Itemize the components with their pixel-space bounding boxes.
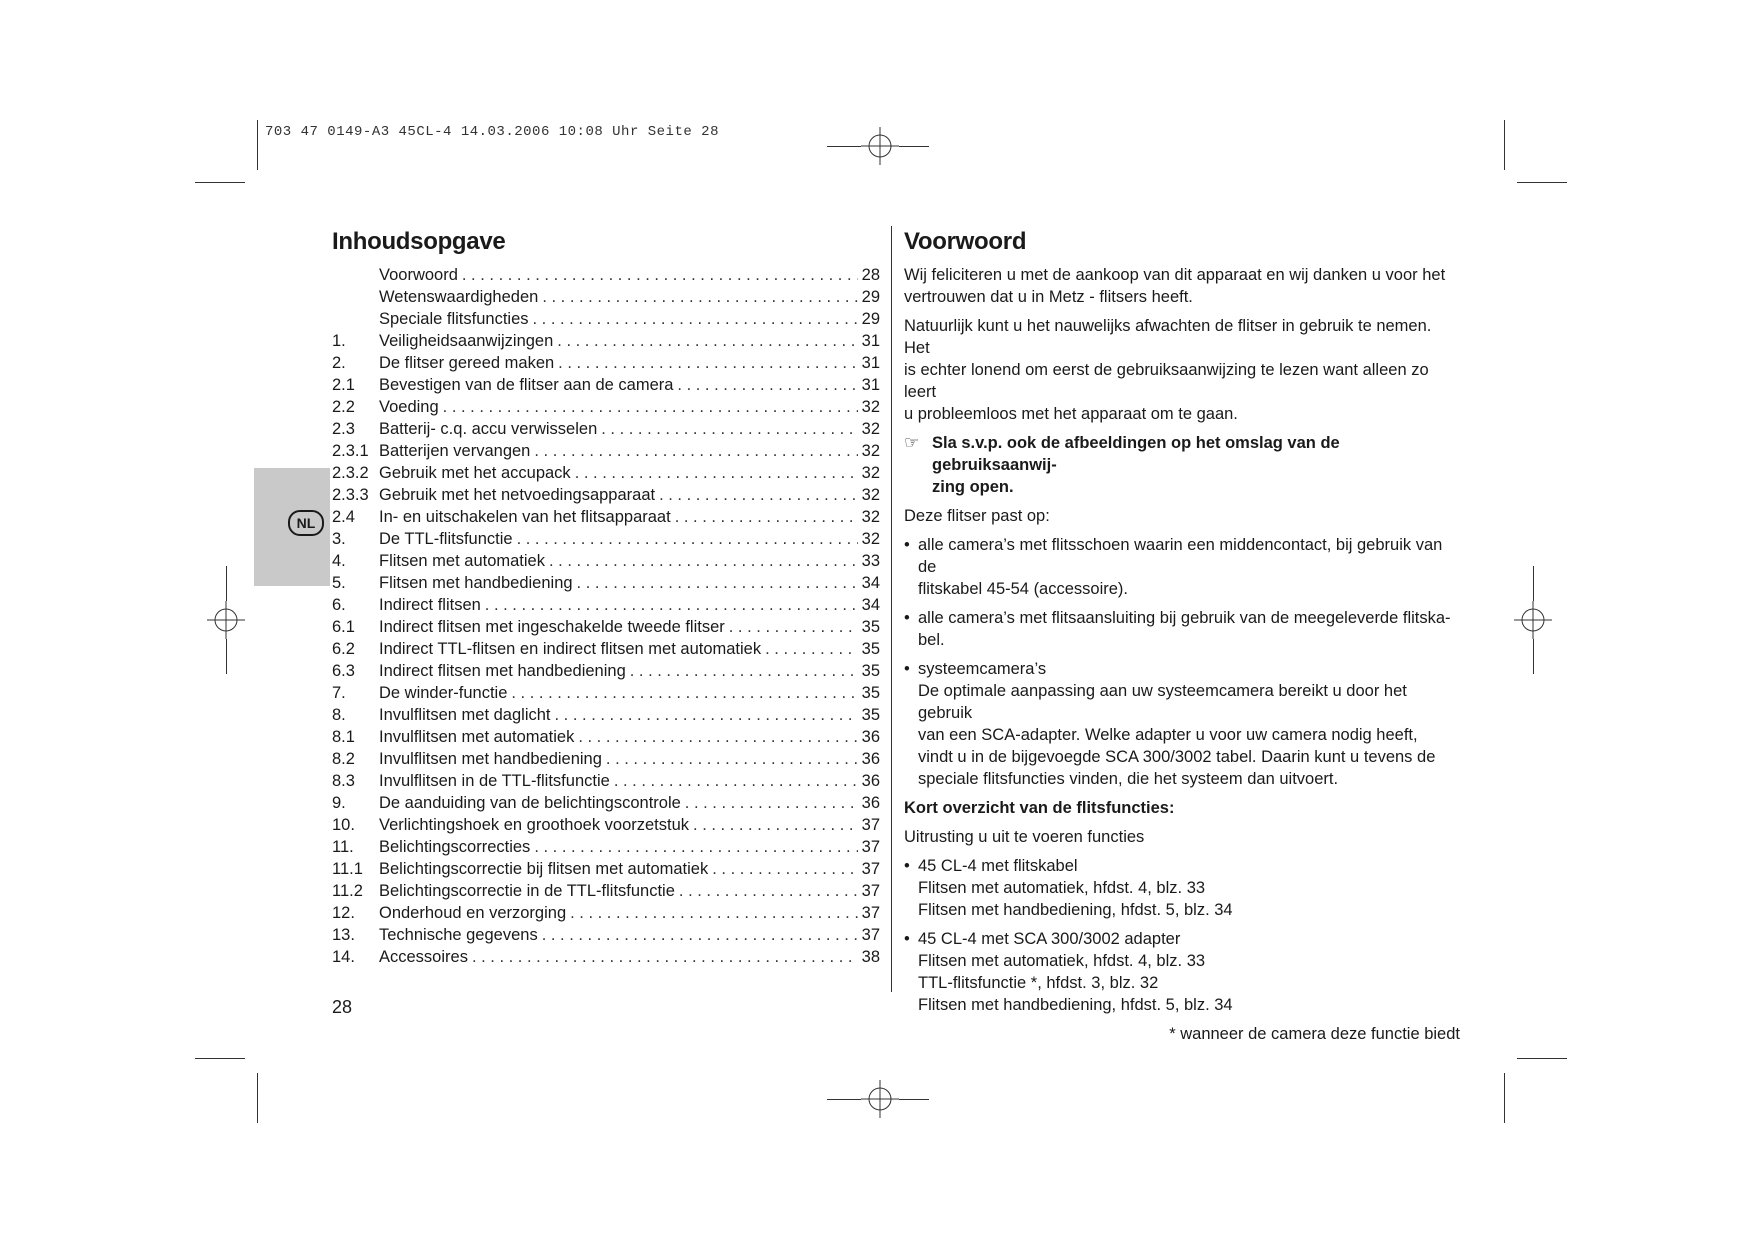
toc-entry-page: 37: [861, 882, 880, 900]
toc-leader-dots: [557, 330, 857, 352]
crop-mark: [1517, 182, 1567, 183]
bullet-line: Flitsen met automatiek, hfdst. 4, blz. 33: [918, 879, 1206, 897]
toc-entry-label: Voorwoord: [379, 266, 458, 284]
toc-entry-page: 29: [861, 288, 880, 306]
toc-entry-number: 12.: [332, 904, 355, 922]
toc-entry-label: De flitser gereed maken: [379, 354, 555, 372]
toc-leader-dots: [472, 946, 858, 968]
toc-entry-page: 32: [861, 486, 880, 504]
crop-mark: [195, 182, 245, 183]
toc-entry-number: 2.4: [332, 508, 355, 526]
bullet-line: flitskabel 45-54 (accessoire).: [918, 580, 1129, 598]
bullet-line: 45 CL-4 met flitskabel: [918, 857, 1078, 875]
toc-leader-dots: [606, 748, 858, 770]
toc-entry-number: 2.1: [332, 376, 355, 394]
toc-entry-page: 31: [861, 332, 880, 350]
registration-mark-top-icon: [861, 127, 899, 165]
crop-mark: [1504, 120, 1505, 170]
toc-entry: [332, 528, 880, 550]
crop-mark: [1504, 1073, 1505, 1123]
toc-entry-label: Batterij- c.q. accu verwisselen: [379, 420, 598, 438]
toc-entry-number: 1.: [332, 332, 346, 350]
crop-mark: [226, 566, 227, 601]
toc-entry-number: 8.1: [332, 728, 355, 746]
toc-entry-label: Speciale flitsfuncties: [379, 310, 529, 328]
toc-entry-number: 6.1: [332, 618, 355, 636]
toc-entry-label: De aanduiding van de belichtingscontrole: [379, 794, 681, 812]
toc-entry-page: 32: [861, 464, 880, 482]
toc-entry-label: De TTL-flitsfunctie: [379, 530, 513, 548]
toc-entry-label: Voeding: [379, 398, 439, 416]
foreword-paragraph-1: [904, 264, 1460, 308]
toc-entry-page: 37: [861, 860, 880, 878]
text-line: u probleemloos met het apparaat om te gaan.: [904, 405, 1238, 423]
bullet-item: [904, 607, 1460, 651]
bullet-line: 45 CL-4 met SCA 300/3002 adapter: [918, 930, 1181, 948]
text-line: is echter lonend om eerst de gebruiksaanwijzing te lezen want alleen zo leert: [904, 361, 1429, 401]
bullet-line: speciale flitsfuncties vinden, die het systeem dan uitvoert.: [918, 770, 1339, 788]
toc-entry: [332, 418, 880, 440]
toc-entry: [332, 264, 880, 286]
overview-title: Kort overzicht van de flitsfuncties:: [904, 799, 1175, 817]
toc-leader-dots: [542, 924, 858, 946]
toc-entry-page: 37: [861, 838, 880, 856]
toc-entry-label: Flitsen met automatiek: [379, 552, 545, 570]
toc-entry-page: 35: [861, 640, 880, 658]
bullet-item: [904, 855, 1460, 921]
toc-entry-number: 8.3: [332, 772, 355, 790]
crop-mark: [257, 120, 258, 170]
toc-entry: [332, 792, 880, 814]
toc-entry-label: De winder-functie: [379, 684, 508, 702]
toc-entry-page: 32: [861, 530, 880, 548]
toc-entry: [332, 748, 880, 770]
toc-leader-dots: [675, 506, 858, 528]
toc-leader-dots: [712, 858, 857, 880]
toc-entry-page: 32: [861, 508, 880, 526]
note-line: zing open.: [932, 478, 1014, 496]
toc-entry-page: 37: [861, 904, 880, 922]
toc-entry-page: 28: [861, 266, 880, 284]
toc-entry-number: 2.3.2: [332, 464, 369, 482]
toc-entry-label: Invulflitsen met daglicht: [379, 706, 551, 724]
toc-entry-number: 11.2: [332, 882, 363, 900]
toc-entry-page: 36: [861, 794, 880, 812]
toc-leader-dots: [630, 660, 858, 682]
note-line: Sla s.v.p. ook de afbeeldingen op het omslag van de gebruiksaanwij-: [932, 434, 1340, 474]
footnote: * wanneer de camera deze functie biedt: [1169, 1025, 1460, 1043]
toc-entry-page: 34: [861, 574, 880, 592]
toc-entry-page: 32: [861, 398, 880, 416]
toc-entry-page: 31: [861, 354, 880, 372]
toc-entry-number: 14.: [332, 948, 355, 966]
toc-entry: [332, 946, 880, 968]
toc-entry-label: Batterijen vervangen: [379, 442, 531, 460]
toc-entry: [332, 616, 880, 638]
toc-entry-number: 2.: [332, 354, 346, 372]
toc-entry-page: 33: [861, 552, 880, 570]
toc-entry-number: 4.: [332, 552, 346, 570]
toc-entry-label: Gebruik met het accupack: [379, 464, 571, 482]
toc-entry-number: 9.: [332, 794, 346, 812]
toc-entry-number: 7.: [332, 684, 346, 702]
toc-leader-dots: [558, 352, 857, 374]
text-line: Wij feliciteren u met de aankoop van dit apparaat en wij danken u voor het: [904, 266, 1446, 284]
toc-entry: [332, 374, 880, 396]
toc-entry-page: 35: [861, 684, 880, 702]
bullet-line: alle camera’s met flitsaansluiting bij gebruik van de meegeleverde flitska-: [918, 609, 1451, 627]
toc-entry-label: Invulflitsen in de TTL-flitsfunctie: [379, 772, 610, 790]
toc-leader-dots: [729, 616, 858, 638]
toc-entry-label: Invulflitsen met automatiek: [379, 728, 575, 746]
bullet-line: TTL-flitsfunctie *, hfdst. 3, blz. 32: [918, 974, 1159, 992]
toc-entry-number: 11.1: [332, 860, 363, 878]
toc-entry-number: 11.: [332, 838, 354, 856]
text-line: vertrouwen dat u in Metz - flitsers heeft.: [904, 288, 1193, 306]
foreword-paragraph-2: [904, 315, 1460, 425]
overview-intro: Uitrusting u uit te voeren functies: [904, 828, 1145, 846]
toc-entry-label: Veiligheidsaanwijzingen: [379, 332, 554, 350]
crop-mark: [195, 1058, 245, 1059]
overview-list: [904, 855, 1460, 1016]
column-divider: [891, 226, 892, 992]
print-header: 703 47 0149-A3 45CL-4 14.03.2006 10:08 Uhr Seite 28: [265, 124, 719, 140]
toc-entry-page: 35: [861, 662, 880, 680]
toc-entry: [332, 682, 880, 704]
pointing-hand-icon: ☞: [904, 433, 920, 452]
toc-entry-label: Wetenswaardigheden: [379, 288, 539, 306]
bullet-item: [904, 658, 1460, 790]
toc-leader-dots: [555, 704, 858, 726]
toc-entry-number: 10.: [332, 816, 355, 834]
toc-entry-label: Flitsen met handbediening: [379, 574, 573, 592]
bullet-line: Flitsen met automatiek, hfdst. 4, blz. 33: [918, 952, 1206, 970]
toc-leader-dots: [601, 418, 857, 440]
toc-leader-dots: [677, 374, 857, 396]
toc-leader-dots: [659, 484, 858, 506]
toc-leader-dots: [533, 308, 858, 330]
text-line: Natuurlijk kunt u het nauwelijks afwachten de flitser in gebruik te nemen. Het: [904, 317, 1432, 357]
toc-entry-label: Indirect flitsen met handbediening: [379, 662, 626, 680]
toc-entry-label: Invulflitsen met handbediening: [379, 750, 602, 768]
toc-entry: [332, 484, 880, 506]
toc-entry-label: Gebruik met het netvoedingsapparaat: [379, 486, 656, 504]
table-of-contents: [332, 264, 880, 968]
toc-entry: [332, 572, 880, 594]
bullet-line: vindt u in de bijgevoegde SCA 300/3002 tabel. Daarin kunt u tevens de: [918, 748, 1436, 766]
toc-entry-page: 35: [861, 706, 880, 724]
toc-entry-number: 13.: [332, 926, 355, 944]
toc-entry-label: Belichtingscorrecties: [379, 838, 531, 856]
crop-mark: [827, 146, 861, 147]
toc-entry: [332, 880, 880, 902]
bullet-line: systeemcamera’s: [918, 660, 1047, 678]
toc-entry-page: 31: [861, 376, 880, 394]
toc-leader-dots: [443, 396, 858, 418]
bullet-item: [904, 534, 1460, 600]
toc-entry-page: 36: [861, 728, 880, 746]
toc-entry-label: In- en uitschakelen van het flitsapparaat: [379, 508, 671, 526]
toc-entry-label: Belichtingscorrectie in de TTL-flitsfunctie: [379, 882, 675, 900]
toc-leader-dots: [485, 594, 858, 616]
crop-mark: [827, 1099, 861, 1100]
toc-entry: [332, 308, 880, 330]
toc-entry-label: Technische gegevens: [379, 926, 538, 944]
note: [904, 432, 1460, 498]
foreword-title: Voorwoord: [904, 228, 1027, 255]
toc-entry-label: Verlichtingshoek en groothoek voorzetstuk: [379, 816, 690, 834]
bullet-icon: •: [904, 609, 910, 627]
toc-entry-label: Accessoires: [379, 948, 468, 966]
toc-entry-page: 37: [861, 926, 880, 944]
crop-mark: [1533, 639, 1534, 674]
registration-mark-right-icon: [1514, 601, 1552, 639]
toc-entry-number: 5.: [332, 574, 346, 592]
fits-intro: Deze flitser past op:: [904, 507, 1050, 525]
toc-leader-dots: [575, 462, 858, 484]
toc-entry-number: 2.2: [332, 398, 355, 416]
toc-entry: [332, 924, 880, 946]
toc-leader-dots: [578, 726, 857, 748]
toc-entry-number: 2.3: [332, 420, 355, 438]
toc-entry: [332, 902, 880, 924]
toc-entry: [332, 550, 880, 572]
toc-entry: [332, 286, 880, 308]
toc-entry: [332, 770, 880, 792]
toc-entry-page: 36: [861, 772, 880, 790]
toc-leader-dots: [577, 572, 858, 594]
toc-entry-label: Indirect flitsen met ingeschakelde tweede flitser: [379, 618, 725, 636]
bullet-item: [904, 928, 1460, 1016]
bullet-line: De optimale aanpassing aan uw systeemcamera bereikt u door het gebruik: [918, 682, 1407, 722]
toc-entry: [332, 462, 880, 484]
toc-entry-page: 36: [861, 750, 880, 768]
toc-leader-dots: [765, 638, 858, 660]
toc-entry-number: 2.3.1: [332, 442, 369, 460]
bullet-line: alle camera’s met flitsschoen waarin een middencontact, bij gebruik van de: [918, 536, 1443, 576]
toc-entry: [332, 396, 880, 418]
toc-entry: [332, 330, 880, 352]
toc-entry-page: 38: [861, 948, 880, 966]
bullet-icon: •: [904, 857, 910, 875]
bullet-line: bel.: [918, 631, 945, 649]
fits-list: [904, 534, 1460, 790]
toc-entry-number: 6.: [332, 596, 346, 614]
toc-entry-page: 32: [861, 442, 880, 460]
toc-entry-page: 29: [861, 310, 880, 328]
toc-leader-dots: [614, 770, 858, 792]
toc-entry: [332, 704, 880, 726]
toc-leader-dots: [693, 814, 858, 836]
bullet-line: van een SCA-adapter. Welke adapter u voor uw camera nodig heeft,: [918, 726, 1418, 744]
toc-entry: [332, 814, 880, 836]
toc-entry: [332, 660, 880, 682]
toc-entry: [332, 836, 880, 858]
toc-leader-dots: [511, 682, 857, 704]
foreword-body: [904, 264, 1460, 1045]
page-number: 28: [332, 997, 353, 1017]
toc-leader-dots: [517, 528, 858, 550]
toc-leader-dots: [679, 880, 858, 902]
registration-mark-bottom-icon: [861, 1080, 899, 1118]
crop-mark: [1517, 1058, 1567, 1059]
bullet-icon: •: [904, 536, 910, 554]
toc-entry-number: 6.3: [332, 662, 355, 680]
toc-entry-page: 34: [861, 596, 880, 614]
toc-entry: [332, 858, 880, 880]
toc-leader-dots: [542, 286, 857, 308]
toc-entry-label: Onderhoud en verzorging: [379, 904, 567, 922]
toc-entry-number: 2.3.3: [332, 486, 369, 504]
toc-entry-page: 32: [861, 420, 880, 438]
toc-entry-number: 3.: [332, 530, 346, 548]
toc-leader-dots: [534, 836, 857, 858]
toc-entry-page: 37: [861, 816, 880, 834]
toc-entry-page: 35: [861, 618, 880, 636]
toc-entry-label: Indirect TTL-flitsen en indirect flitsen met automatiek: [379, 640, 762, 658]
toc-entry-number: 8.: [332, 706, 346, 724]
crop-mark: [899, 1099, 929, 1100]
crop-mark: [899, 146, 929, 147]
crop-mark: [257, 1073, 258, 1123]
toc-entry: [332, 638, 880, 660]
toc-entry-number: 8.2: [332, 750, 355, 768]
toc-entry: [332, 352, 880, 374]
toc-leader-dots: [549, 550, 858, 572]
toc-entry-label: Indirect flitsen: [379, 596, 481, 614]
bullet-line: Flitsen met handbediening, hfdst. 5, blz. 34: [918, 901, 1233, 919]
bullet-icon: •: [904, 660, 910, 678]
toc-title: Inhoudsopgave: [332, 228, 506, 255]
toc-leader-dots: [462, 264, 858, 286]
bullet-line: Flitsen met handbediening, hfdst. 5, blz. 34: [918, 996, 1233, 1014]
bullet-icon: •: [904, 930, 910, 948]
toc-entry-number: 6.2: [332, 640, 355, 658]
language-badge: NL: [288, 510, 324, 536]
toc-entry: [332, 440, 880, 462]
toc-leader-dots: [685, 792, 858, 814]
toc-entry: [332, 594, 880, 616]
toc-entry: [332, 506, 880, 528]
toc-entry-label: Bevestigen van de flitser aan de camera: [379, 376, 674, 394]
toc-leader-dots: [570, 902, 858, 924]
crop-mark: [1533, 566, 1534, 601]
toc-entry: [332, 726, 880, 748]
toc-leader-dots: [534, 440, 857, 462]
crop-mark: [226, 639, 227, 674]
toc-entry-label: Belichtingscorrectie bij flitsen met automatiek: [379, 860, 709, 878]
registration-mark-left-icon: [207, 601, 245, 639]
